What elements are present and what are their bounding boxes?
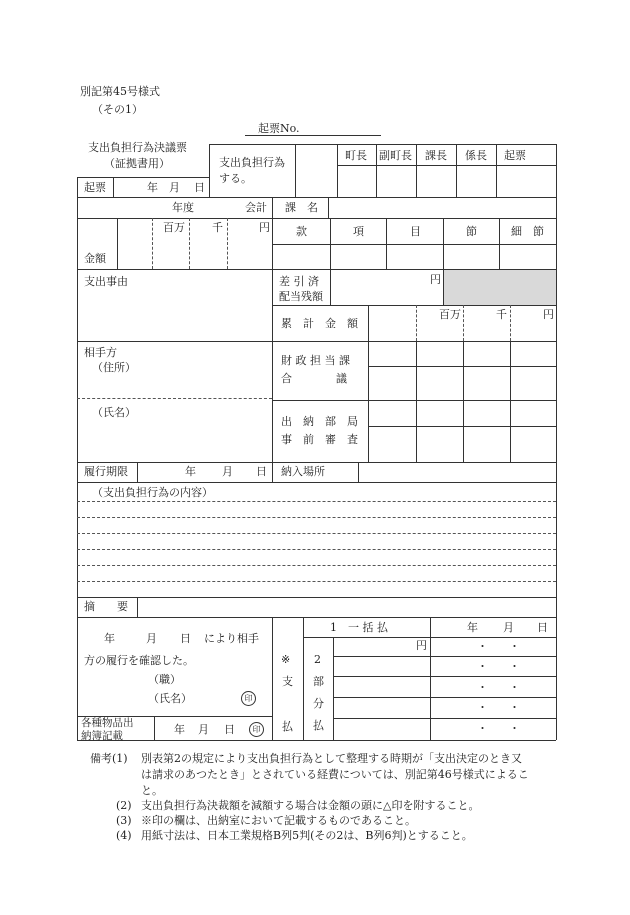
note-1a: 別表第2の規定により支出負担行為として整理する時期が「支出決定のとき又 xyxy=(141,752,522,765)
top-row-divider3 xyxy=(337,144,338,197)
kihyo-year: 年 xyxy=(147,181,158,194)
date-dot: ・ xyxy=(509,681,520,694)
digit-divider xyxy=(227,218,228,269)
kingaku-label: 金額 xyxy=(84,252,106,265)
payment-divider xyxy=(272,617,273,740)
approver-div-3 xyxy=(456,144,457,197)
payment-en: 円 xyxy=(416,639,427,652)
top-row-line2 xyxy=(209,144,295,145)
kamei-label: 課 名 xyxy=(285,201,318,214)
date-dot: ・ xyxy=(477,660,488,673)
digit-divider xyxy=(510,305,511,341)
kigen-day: 日 xyxy=(256,465,267,478)
register-label-1: 各種物品出 xyxy=(81,717,134,729)
kihyo-divider xyxy=(113,177,114,197)
confirm-shimei: （氏名） xyxy=(148,692,192,705)
ikkatsu-label: 1 一 括 払 xyxy=(330,621,388,634)
kaikei-label: 会計 xyxy=(245,201,267,214)
register-seal: 印 xyxy=(249,722,264,737)
approver-label: 課長 xyxy=(425,149,447,162)
date-dot: ・ xyxy=(477,681,488,694)
form-title-sub: （証拠書用） xyxy=(104,157,170,170)
tekiyo-divider xyxy=(137,597,138,617)
sen-unit: 千 xyxy=(212,221,223,234)
payment-day: 日 xyxy=(537,621,548,634)
confirm-seal: 印 xyxy=(241,691,256,706)
form-subtitle: （その1） xyxy=(92,103,143,116)
row-line xyxy=(77,482,556,483)
aiteho-label: 相手方 xyxy=(84,346,117,359)
row-line xyxy=(77,341,556,342)
content-line xyxy=(77,549,556,550)
tekiyo-label: 摘 要 xyxy=(84,600,128,613)
content-line xyxy=(77,517,556,518)
content-line xyxy=(77,533,556,534)
account-div xyxy=(443,218,444,269)
note-1c: と。 xyxy=(141,784,163,797)
register-day: 日 xyxy=(224,723,235,736)
kihyo-number-label: 起票No. xyxy=(258,122,300,135)
kihyo-number-underline xyxy=(245,135,381,136)
top-row-divider2 xyxy=(295,144,296,197)
content-label: （支出負担行為の内容） xyxy=(92,486,213,499)
saisetsu-label: 細 節 xyxy=(511,225,544,238)
account-row-line xyxy=(272,244,556,245)
approver-label: 町長 xyxy=(345,149,367,162)
kome-mark: ※ xyxy=(281,653,291,666)
date-dot: ・ xyxy=(477,722,488,735)
content-line xyxy=(77,501,556,502)
payment-row-line xyxy=(333,656,556,657)
address-label: （住所） xyxy=(92,361,136,374)
date-dot: ・ xyxy=(477,701,488,714)
kamei-divider xyxy=(328,197,329,218)
sashihiki-en: 円 xyxy=(430,273,441,286)
kigen-year: 年 xyxy=(185,465,196,478)
hyakuman-unit: 百万 xyxy=(163,221,185,234)
kigen-month: 月 xyxy=(222,465,233,478)
row-line xyxy=(77,197,556,198)
row-line xyxy=(77,462,556,463)
top-row-line xyxy=(77,177,209,178)
row-line xyxy=(77,617,556,618)
stamp-div xyxy=(510,341,511,462)
payment-row-line xyxy=(333,676,556,677)
confirm-shoku: （職） xyxy=(148,673,181,686)
payment-month: 月 xyxy=(503,621,514,634)
payment-row-line xyxy=(333,697,556,698)
frame-top xyxy=(295,144,556,145)
payment-divider2 xyxy=(303,617,304,740)
frame-left xyxy=(77,177,78,740)
approver-div-2 xyxy=(416,144,417,197)
name-label: （氏名） xyxy=(92,406,136,419)
kou-label: 項 xyxy=(353,225,364,238)
note-1b: は請求のあつたとき」とされている経費については、別記第46号様式によるこ xyxy=(141,768,529,781)
date-dot: ・ xyxy=(477,640,488,653)
shishutsu-jiyu-label: 支出事由 xyxy=(84,275,128,288)
date-dot: ・ xyxy=(509,701,520,714)
approver-label: 副町長 xyxy=(379,149,412,162)
account-div xyxy=(499,218,500,269)
sashihiki-divider xyxy=(330,269,331,305)
en-unit: 円 xyxy=(259,221,270,234)
setsu-label: 節 xyxy=(466,225,477,238)
zaisei-label-2: 合 議 xyxy=(281,372,347,385)
confirm-line2: 方の履行を確認した。 xyxy=(84,654,194,667)
bunkatsu-char: 払 xyxy=(313,719,324,732)
suitou-label-1: 出 納 部 局 xyxy=(281,415,358,428)
ruikei-divider xyxy=(368,305,369,341)
ruikei-label: 累 計 金 額 xyxy=(281,317,358,330)
kigen-divider xyxy=(137,462,138,482)
frame-bottom xyxy=(77,740,556,741)
bunkatsu-divider xyxy=(333,637,334,740)
digit-divider xyxy=(189,218,190,269)
kigen-label: 履行期限 xyxy=(84,465,128,478)
approver-row-line xyxy=(337,165,556,166)
row-line xyxy=(77,597,556,598)
account-div xyxy=(386,218,387,269)
approver-label: 係長 xyxy=(465,149,487,162)
content-line xyxy=(77,565,556,566)
date-dot: ・ xyxy=(509,722,520,735)
shaded-cell xyxy=(444,270,556,305)
note-2: 支出負担行為決裁額を減額する場合は金額の頭に△印を附すること。 xyxy=(141,799,480,812)
basho-divider2 xyxy=(358,462,359,482)
content-line xyxy=(77,581,556,582)
date-dot: ・ xyxy=(509,660,520,673)
shishutsu-label-2: する。 xyxy=(219,172,252,185)
middle-divider xyxy=(272,269,273,462)
kihyo-month: 月 xyxy=(169,181,180,194)
note-3-number: (3) xyxy=(116,814,132,827)
kihyo-day: 日 xyxy=(194,181,205,194)
stamp-row-line xyxy=(368,366,556,367)
frame-right xyxy=(556,144,557,740)
confirm-year: 年 xyxy=(104,632,115,645)
payment-date-divider xyxy=(430,617,431,740)
zaisei-divider xyxy=(368,341,369,462)
payment-year: 年 xyxy=(467,621,478,634)
approver-label: 起票 xyxy=(504,149,526,162)
note-4: 用紙寸法は、日本工業規格B列5判(その2は、B列6判)とすること。 xyxy=(141,829,473,842)
approver-div-1 xyxy=(376,144,377,197)
bunkatsu-char: 分 xyxy=(313,697,324,710)
register-month: 月 xyxy=(198,723,209,736)
payment-row-line xyxy=(333,718,556,719)
date-dot: ・ xyxy=(509,640,520,653)
approver-div-4 xyxy=(496,144,497,197)
kihyo-label: 起票 xyxy=(84,181,106,194)
payment-row-line xyxy=(303,637,556,638)
top-row-divider xyxy=(209,144,210,197)
address-name-separator xyxy=(77,398,272,399)
account-div xyxy=(330,218,331,269)
ruikei-hyakuman: 百万 xyxy=(439,308,461,321)
shishutsu-label-1: 支出負担行為 xyxy=(219,156,285,169)
basho-divider xyxy=(272,462,273,482)
digit-divider xyxy=(416,305,417,341)
stamp-div xyxy=(416,341,417,462)
row-line xyxy=(272,305,556,306)
confirm-day: 日 xyxy=(180,632,191,645)
stamp-row-line xyxy=(368,426,556,427)
bunkatsu-char: 部 xyxy=(313,675,324,688)
kan-label: 款 xyxy=(296,225,307,238)
confirm-yori: により相手 xyxy=(204,632,259,645)
register-label-2: 納簿記載 xyxy=(81,730,123,742)
sashihiki-label-2: 配当残額 xyxy=(279,290,323,303)
nendo-label: 年度 xyxy=(172,201,194,214)
basho-label: 納入場所 xyxy=(281,465,325,478)
stamp-div xyxy=(463,341,464,462)
ruikei-sen: 千 xyxy=(496,308,507,321)
barai-label: 払 xyxy=(282,720,293,733)
sashihiki-label-1: 差 引 済 xyxy=(279,275,319,288)
note-4-number: (4) xyxy=(116,829,132,842)
row-line xyxy=(77,218,556,219)
ruikei-en: 円 xyxy=(543,308,554,321)
form-number: 別記第45号様式 xyxy=(80,85,160,98)
form-title: 支出負担行為決議票 xyxy=(88,141,187,154)
budget-divider xyxy=(272,197,273,269)
kingaku-divider xyxy=(117,218,118,269)
digit-divider xyxy=(152,218,153,269)
register-year: 年 xyxy=(174,723,185,736)
shi-label: 支 xyxy=(282,675,293,688)
row-line xyxy=(272,400,556,401)
note-2-number: (2) xyxy=(116,799,132,812)
confirm-month: 月 xyxy=(146,632,157,645)
zaisei-label-1: 財 政 担 当 課 xyxy=(281,354,350,367)
register-divider xyxy=(154,716,155,740)
bunkatsu-num: 2 xyxy=(314,653,321,666)
moku-label: 目 xyxy=(410,225,421,238)
notes-label: 備考(1) xyxy=(90,752,128,765)
suitou-label-2: 事 前 審 査 xyxy=(281,433,358,446)
note-3: ※印の欄は、出納室において記載するものであること。 xyxy=(141,814,416,827)
digit-divider xyxy=(463,305,464,341)
